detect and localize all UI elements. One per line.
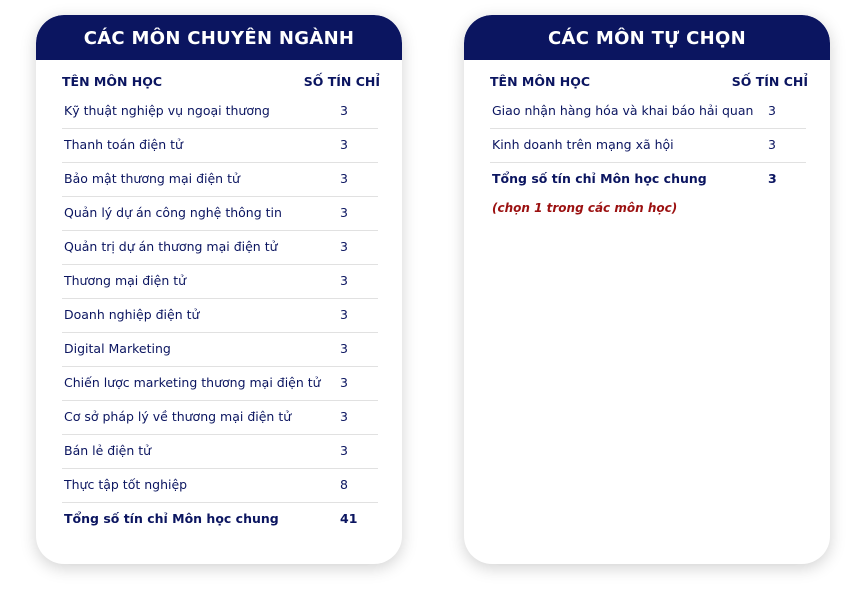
major-courses-title: CÁC MÔN CHUYÊN NGÀNH: [36, 15, 402, 60]
major-courses-card: [36, 15, 402, 564]
table-row: [62, 265, 378, 299]
table-row: [490, 95, 806, 129]
course-name: Quản trị dự án thương mại điện tử: [64, 239, 278, 254]
credit-header: SỐ TÍN CHỈ: [731, 74, 808, 89]
table-row: [62, 333, 378, 367]
course-name: Quản lý dự án công nghệ thông tin: [64, 205, 282, 220]
course-credit: 3: [340, 307, 348, 322]
elective-courses-column-header: [490, 74, 808, 90]
table-row: [62, 299, 378, 333]
table-row: [62, 95, 378, 129]
course-credit: 3: [340, 205, 348, 220]
table-row: [62, 435, 378, 469]
course-name: Doanh nghiệp điện tử: [64, 307, 200, 322]
course-credit: 3: [340, 409, 348, 424]
elective-note: (chọn 1 trong các môn học): [492, 201, 678, 215]
table-row: [62, 469, 378, 503]
course-name: Kỹ thuật nghiệp vụ ngoại thương: [64, 103, 270, 118]
total-label: Tổng số tín chỉ Môn học chung: [64, 511, 279, 526]
major-courses-column-header: [62, 74, 380, 90]
course-credit: 3: [768, 103, 776, 118]
course-name: Thương mại điện tử: [64, 273, 187, 288]
total-row: [490, 163, 806, 196]
course-name: Giao nhận hàng hóa và khai báo hải quan: [492, 103, 754, 118]
table-row: [490, 129, 806, 163]
course-name: Digital Marketing: [64, 341, 171, 356]
total-credit: 41: [340, 511, 358, 526]
course-credit: 3: [340, 137, 348, 152]
course-name: Bảo mật thương mại điện tử: [64, 171, 240, 186]
course-credit: 8: [340, 477, 348, 492]
table-row: [62, 197, 378, 231]
elective-courses-card: [464, 15, 830, 564]
total-label: Tổng số tín chỉ Môn học chung: [492, 171, 707, 186]
course-name: Bán lẻ điện tử: [64, 443, 152, 458]
course-name-header: TÊN MÔN HỌC: [490, 74, 591, 89]
course-credit: 3: [340, 341, 348, 356]
course-name: Chiến lược marketing thương mại điện tử: [64, 375, 321, 390]
table-row: [62, 129, 378, 163]
course-credit: 3: [340, 273, 348, 288]
course-name-header: TÊN MÔN HỌC: [62, 74, 163, 89]
course-name: Cơ sở pháp lý về thương mại điện tử: [64, 409, 292, 424]
total-credit: 3: [768, 171, 777, 186]
course-name: Thực tập tốt nghiệp: [64, 477, 188, 492]
course-credit: 3: [340, 375, 348, 390]
course-name: Kinh doanh trên mạng xã hội: [492, 137, 674, 152]
elective-courses-title: CÁC MÔN TỰ CHỌN: [464, 15, 830, 60]
table-row: [62, 367, 378, 401]
major-courses-table: [62, 95, 378, 536]
table-row: [62, 401, 378, 435]
table-row: [62, 231, 378, 265]
credit-header: SỐ TÍN CHỈ: [303, 74, 380, 89]
course-credit: 3: [340, 103, 348, 118]
course-credit: 3: [340, 239, 348, 254]
course-credit: 3: [340, 171, 348, 186]
table-row: [62, 163, 378, 197]
course-credit: 3: [768, 137, 776, 152]
course-name: Thanh toán điện tử: [64, 137, 183, 152]
total-row: [62, 503, 378, 536]
elective-courses-table: [490, 95, 806, 196]
course-credit: 3: [340, 443, 348, 458]
